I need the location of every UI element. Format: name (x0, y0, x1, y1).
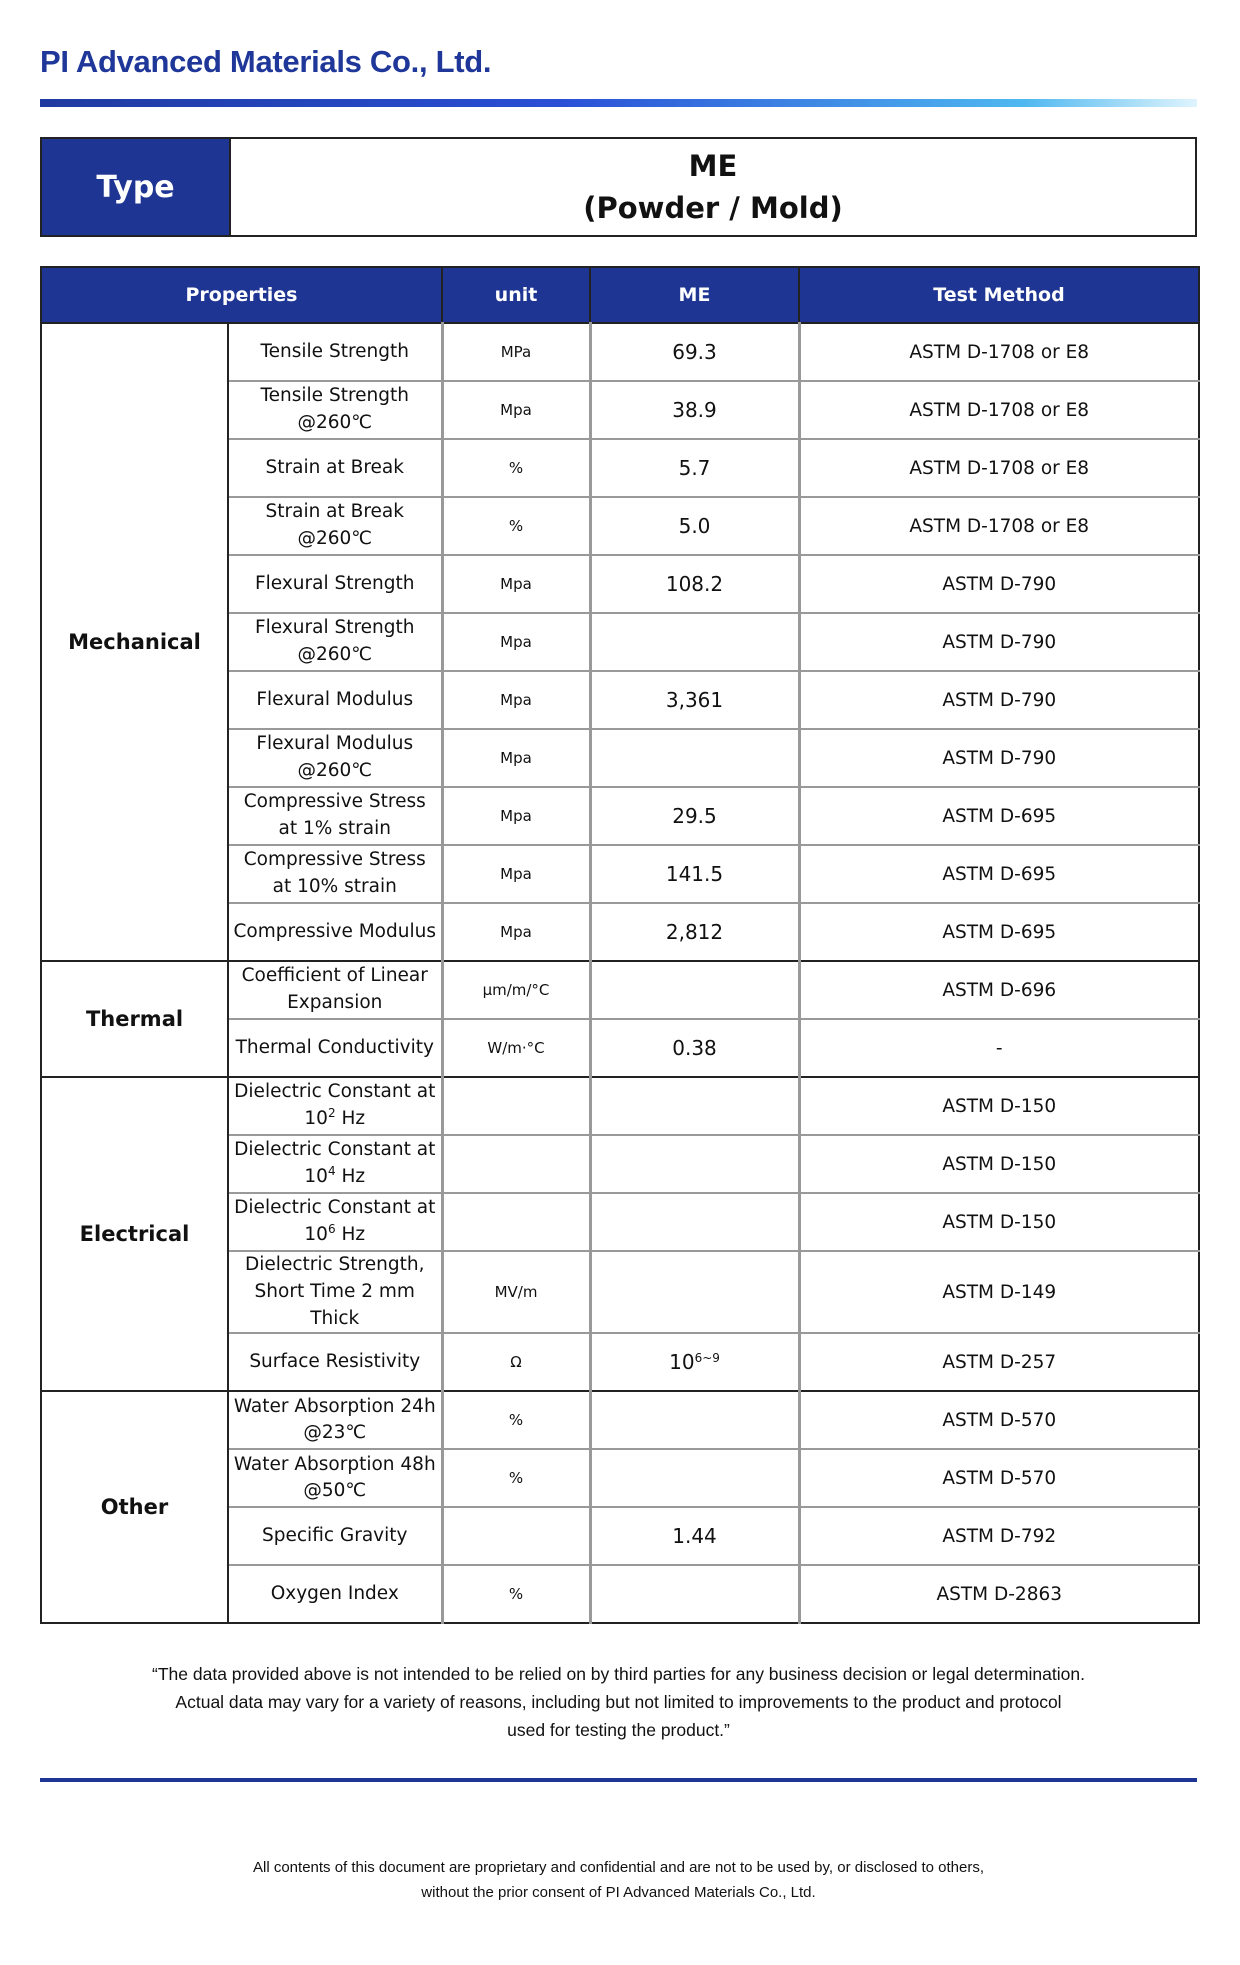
frequency-unit: Hz (341, 1166, 366, 1187)
header-me: ME (590, 267, 799, 323)
test-method-cell: ASTM D-790 (799, 555, 1199, 613)
type-label: Type (42, 139, 231, 235)
property-name-cell: Surface Resistivity (228, 1333, 442, 1391)
value-cell (590, 613, 799, 671)
value-cell (590, 1135, 799, 1193)
value-base: 10 (669, 1350, 695, 1375)
property-name-cell: Strain at Break (228, 439, 442, 497)
table-body (41, 323, 1199, 1623)
unit-cell: % (442, 1565, 590, 1623)
value-cell: 0.38 (590, 1019, 799, 1077)
property-name-cell: Oxygen Index (228, 1565, 442, 1623)
property-name-cell: Tensile Strength (228, 323, 442, 381)
value-cell (590, 1391, 799, 1449)
property-name-cell (228, 1077, 442, 1135)
test-method-cell: ASTM D-2863 (799, 1565, 1199, 1623)
test-method-cell: ASTM D-695 (799, 845, 1199, 903)
test-method-cell: ASTM D-1708 or E8 (799, 497, 1199, 555)
property-name-cell: Dielectric Strength, Short Time 2 mm Thick (228, 1251, 442, 1333)
frequency-base: 10 (304, 1108, 328, 1129)
category-cell: Thermal (41, 961, 228, 1077)
property-name-cell: Flexural Strength (228, 555, 442, 613)
property-name-cell: Tensile Strength @260℃ (228, 381, 442, 439)
unit-cell: Mpa (442, 845, 590, 903)
category-cell: Other (41, 1391, 228, 1623)
test-method-cell: ASTM D-695 (799, 903, 1199, 961)
unit-cell: MV/m (442, 1251, 590, 1333)
test-method-cell: ASTM D-570 (799, 1391, 1199, 1449)
test-method-cell: ASTM D-1708 or E8 (799, 439, 1199, 497)
unit-cell (442, 1507, 590, 1565)
unit-cell: Mpa (442, 903, 590, 961)
unit-cell: Ω (442, 1333, 590, 1391)
type-value-line1: ME (688, 148, 738, 183)
property-name-cell: Thermal Conductivity (228, 1019, 442, 1077)
unit-cell: Mpa (442, 555, 590, 613)
frequency-exponent: 2 (327, 1106, 336, 1120)
unit-cell: % (442, 1391, 590, 1449)
disclaimer-line: “The data provided above is not intended to be relied on by third parties for any business decision or legal determination. (152, 1664, 1085, 1684)
footer-line: All contents of this document are proprietary and confidential and are not to be used by, or disclosed to others, (253, 1859, 984, 1876)
frequency-base: 10 (304, 1224, 328, 1245)
property-name-cell: Water Absorption 24h @23℃ (228, 1391, 442, 1449)
unit-cell: Mpa (442, 613, 590, 671)
table-row (41, 323, 1199, 381)
property-name-text: Dielectric Constant at (234, 1081, 436, 1103)
footer-line: without the prior consent of PI Advanced Materials Co., Ltd. (421, 1884, 816, 1901)
frequency-base: 10 (304, 1166, 328, 1187)
property-name-cell: Specific Gravity (228, 1507, 442, 1565)
property-name-cell: Strain at Break @260℃ (228, 497, 442, 555)
disclaimer-line: Actual data may vary for a variety of reasons, including but not limited to improvements to the product and protocol (175, 1692, 1062, 1712)
type-box (40, 137, 1197, 237)
disclaimer (40, 1660, 1197, 1744)
company-name: PI Advanced Materials Co., Ltd. (40, 44, 492, 79)
value-cell: 69.3 (590, 323, 799, 381)
value-cell (590, 1333, 799, 1391)
frequency-unit: Hz (341, 1224, 366, 1245)
header-properties: Properties (41, 267, 442, 323)
test-method-cell: ASTM D-570 (799, 1449, 1199, 1507)
footer-note (40, 1855, 1197, 1905)
property-name-text: Dielectric Constant at (234, 1197, 436, 1219)
property-name-cell: Coefficient of Linear Expansion (228, 961, 442, 1019)
value-cell: 5.7 (590, 439, 799, 497)
test-method-cell: ASTM D-695 (799, 787, 1199, 845)
header-unit: unit (442, 267, 590, 323)
property-name-cell: Flexural Modulus (228, 671, 442, 729)
value-cell: 5.0 (590, 497, 799, 555)
value-cell (590, 1193, 799, 1251)
test-method-cell: ASTM D-790 (799, 613, 1199, 671)
category-cell: Electrical (41, 1077, 228, 1391)
value-cell (590, 729, 799, 787)
type-value-line2: (Powder / Mold) (583, 191, 843, 225)
value-cell (590, 1251, 799, 1333)
table-row (41, 1391, 1199, 1449)
frequency-unit: Hz (341, 1108, 366, 1129)
footer-divider (40, 1778, 1197, 1782)
value-cell: 38.9 (590, 381, 799, 439)
value-cell: 108.2 (590, 555, 799, 613)
unit-cell: Mpa (442, 381, 590, 439)
value-exponent: 6~9 (694, 1351, 720, 1366)
table-row (41, 1077, 1199, 1135)
unit-cell (442, 1193, 590, 1251)
header-test-method: Test Method (799, 267, 1199, 323)
frequency-exponent: 4 (327, 1164, 336, 1178)
unit-cell: % (442, 497, 590, 555)
unit-cell: W/m·°C (442, 1019, 590, 1077)
test-method-cell: ASTM D-1708 or E8 (799, 323, 1199, 381)
test-method-cell: ASTM D-150 (799, 1135, 1199, 1193)
table-header-row (41, 267, 1199, 323)
category-cell: Mechanical (41, 323, 228, 961)
unit-cell: MPa (442, 323, 590, 381)
property-name-cell: Compressive Stress at 10% strain (228, 845, 442, 903)
test-method-cell: ASTM D-1708 or E8 (799, 381, 1199, 439)
unit-cell (442, 1077, 590, 1135)
properties-table (40, 266, 1200, 1624)
property-name-cell (228, 1193, 442, 1251)
test-method-cell: ASTM D-790 (799, 671, 1199, 729)
test-method-cell: ASTM D-257 (799, 1333, 1199, 1391)
unit-cell: % (442, 1449, 590, 1507)
value-cell (590, 1565, 799, 1623)
test-method-cell: - (799, 1019, 1199, 1077)
test-method-cell: ASTM D-696 (799, 961, 1199, 1019)
value-cell (590, 961, 799, 1019)
value-cell: 141.5 (590, 845, 799, 903)
unit-cell: μm/m/°C (442, 961, 590, 1019)
value-cell: 2,812 (590, 903, 799, 961)
test-method-cell: ASTM D-792 (799, 1507, 1199, 1565)
test-method-cell: ASTM D-150 (799, 1193, 1199, 1251)
unit-cell (442, 1135, 590, 1193)
property-name-cell: Flexural Strength @260℃ (228, 613, 442, 671)
property-name-cell: Water Absorption 48h @50℃ (228, 1449, 442, 1507)
unit-cell: Mpa (442, 671, 590, 729)
value-cell: 3,361 (590, 671, 799, 729)
value-cell: 29.5 (590, 787, 799, 845)
property-name-text: Dielectric Constant at (234, 1139, 436, 1161)
property-name-cell (228, 1135, 442, 1193)
type-value (231, 139, 1195, 235)
test-method-cell: ASTM D-149 (799, 1251, 1199, 1333)
value-cell (590, 1077, 799, 1135)
property-name-cell: Compressive Modulus (228, 903, 442, 961)
unit-cell: Mpa (442, 787, 590, 845)
disclaimer-line: used for testing the product.” (507, 1720, 730, 1740)
test-method-cell: ASTM D-790 (799, 729, 1199, 787)
unit-cell: % (442, 439, 590, 497)
frequency-exponent: 6 (327, 1222, 336, 1236)
unit-cell: Mpa (442, 729, 590, 787)
test-method-cell: ASTM D-150 (799, 1077, 1199, 1135)
table-row (41, 961, 1199, 1019)
header-gradient-bar (40, 99, 1197, 107)
value-cell: 1.44 (590, 1507, 799, 1565)
value-cell (590, 1449, 799, 1507)
property-name-cell: Compressive Stress at 1% strain (228, 787, 442, 845)
property-name-cell: Flexural Modulus @260℃ (228, 729, 442, 787)
